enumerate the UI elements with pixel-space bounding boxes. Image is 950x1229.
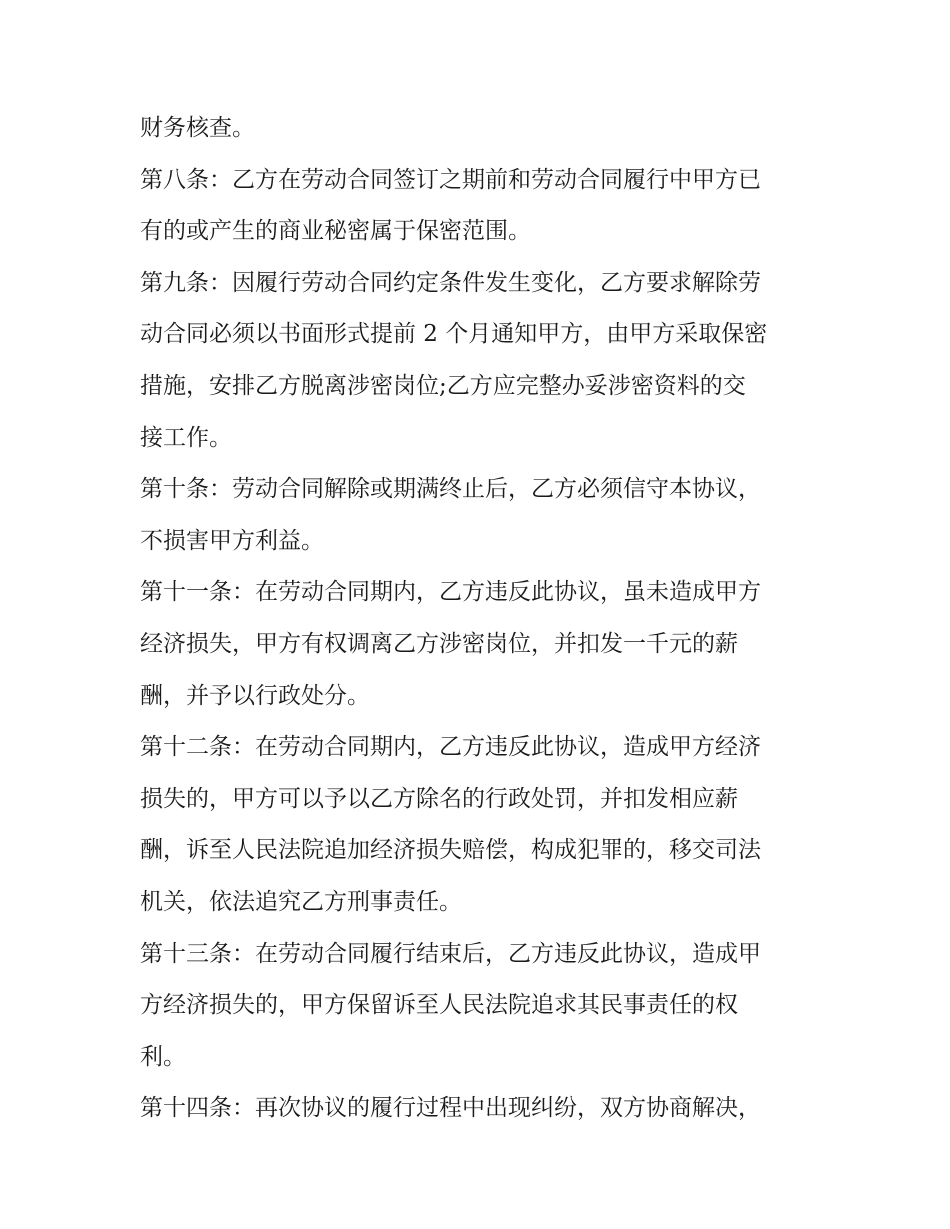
text-line: 动合同必须以书面形式提前 2 个月通知甲方，由甲方采取保密 <box>140 321 768 348</box>
text-line: 第十二条：在劳动合同期内，乙方违反此协议，造成甲方经济 <box>140 734 761 761</box>
text-line: 第十三条：在劳动合同履行结束后，乙方违反此协议，造成甲 <box>140 940 761 967</box>
text-line: 接工作。 <box>140 424 232 451</box>
text-line: 机关，依法追究乙方刑事责任。 <box>140 888 462 915</box>
text-line: 第十四条：再次协议的履行过程中出现纠纷，双方协商解决， <box>140 1095 761 1122</box>
text-line: 财务核查。 <box>140 115 255 141</box>
text-line: 方经济损失的，甲方保留诉至人民法院追求其民事责任的权 <box>140 992 738 1019</box>
text-line: 损失的，甲方可以予以乙方除名的行政处罚，并扣发相应薪 <box>140 785 738 812</box>
document-body <box>140 103 820 1135</box>
text-line: 第十条：劳动合同解除或期满终止后，乙方必须信守本协议， <box>140 476 761 503</box>
text-line: 第九条：因履行劳动合同约定条件发生变化，乙方要求解除劳 <box>140 269 761 296</box>
text-line: 酬，诉至人民法院追加经济损失赔偿，构成犯罪的，移交司法 <box>140 837 761 864</box>
text-line: 利。 <box>140 1043 186 1070</box>
text-line: 经济损失，甲方有权调离乙方涉密岗位，并扣发一千元的薪 <box>140 630 738 657</box>
text-line: 酬，并予以行政处分。 <box>140 682 370 709</box>
text-line: 不损害甲方利益。 <box>140 527 324 554</box>
text-line: 第十一条：在劳动合同期内，乙方违反此协议，虽未造成甲方 <box>140 579 761 606</box>
text-line: 第八条：乙方在劳动合同签订之期前和劳动合同履行中甲方已 <box>140 166 761 193</box>
text-line: 有的或产生的商业秘密属于保密范围。 <box>140 218 531 245</box>
text-line: 措施，安排乙方脱离涉密岗位;乙方应完整办妥涉密资料的交 <box>140 372 746 399</box>
